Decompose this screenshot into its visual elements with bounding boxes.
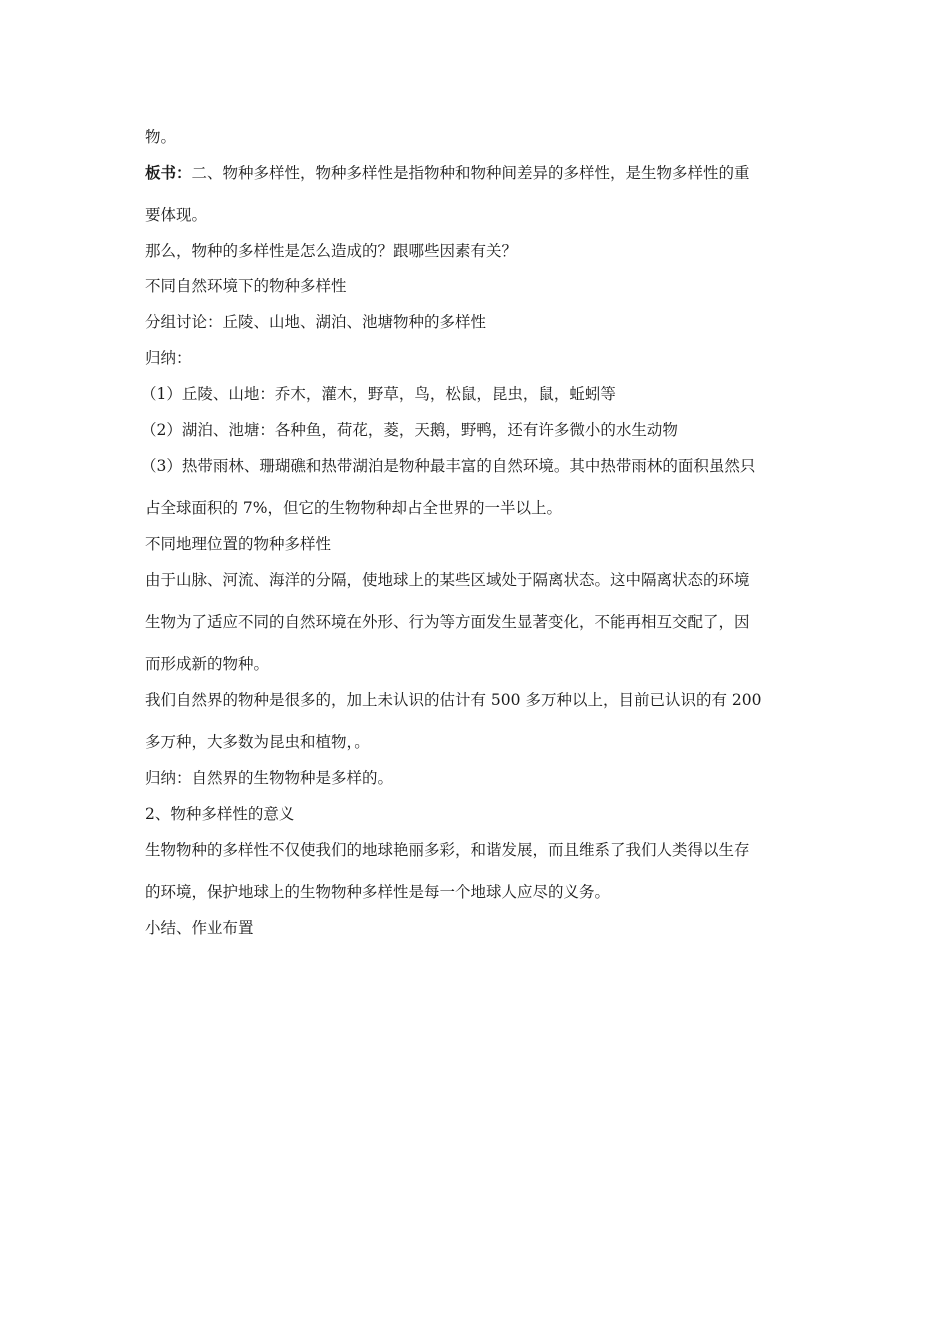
text-line-content: 二、物种多样性，物种多样性是指物种和物种间差异的多样性，是生物多样性的重	[191, 164, 750, 182]
text-line: 物。	[145, 128, 177, 146]
list-item: （2）湖泊、池塘：各种鱼，荷花，菱，天鹅，野鸭，还有许多微小的水生动物	[141, 421, 678, 439]
list-item: （1）丘陵、山地：乔木，灌木，野草，鸟，松鼠，昆虫，鼠，蚯蚓等	[141, 385, 616, 403]
text-line: 我们自然界的物种是很多的，加上未认识的估计有 500 多万种以上，目前已认识的有 200	[145, 691, 762, 709]
section-heading: 2、物种多样性的意义	[145, 805, 295, 823]
text-line: 分组讨论：丘陵、山地、湖泊、池塘物种的多样性	[145, 313, 487, 331]
text-line: 占全球面积的 7%，但它的生物物种却占全世界的一半以上。	[145, 499, 563, 517]
text-line: 由于山脉、河流、海洋的分隔，使地球上的某些区域处于隔离状态。这中隔离状态的环境	[145, 571, 750, 589]
text-line: 生物为了适应不同的自然环境在外形、行为等方面发生显著变化，不能再相互交配了，因	[145, 613, 750, 631]
board-line	[145, 163, 810, 183]
text-line: 要体现。	[145, 206, 208, 224]
text-line: 归纳：	[145, 349, 192, 367]
section-heading: 小结、作业布置	[145, 919, 254, 937]
board-label: 板书：	[145, 163, 192, 182]
text-line: 生物物种的多样性不仅使我们的地球艳丽多彩，和谐发展，而且维系了我们人类得以生存	[145, 841, 750, 859]
text-line: 多万种，大多数为昆虫和植物，。	[145, 733, 370, 751]
section-heading: 不同地理位置的物种多样性	[145, 535, 332, 553]
text-line: 那么，物种的多样性是怎么造成的？跟哪些因素有关？	[145, 242, 518, 260]
text-line: 归纳：自然界的生物物种是多样的。	[145, 769, 394, 787]
section-heading: 不同自然环境下的物种多样性	[145, 277, 347, 295]
text-line: 的环境，保护地球上的生物物种多样性是每一个地球人应尽的义务。	[145, 883, 611, 901]
list-item: （3）热带雨林、珊瑚礁和热带湖泊是物种最丰富的自然环境。其中热带雨林的面积虽然只	[141, 457, 756, 475]
text-line: 而形成新的物种。	[145, 655, 270, 673]
